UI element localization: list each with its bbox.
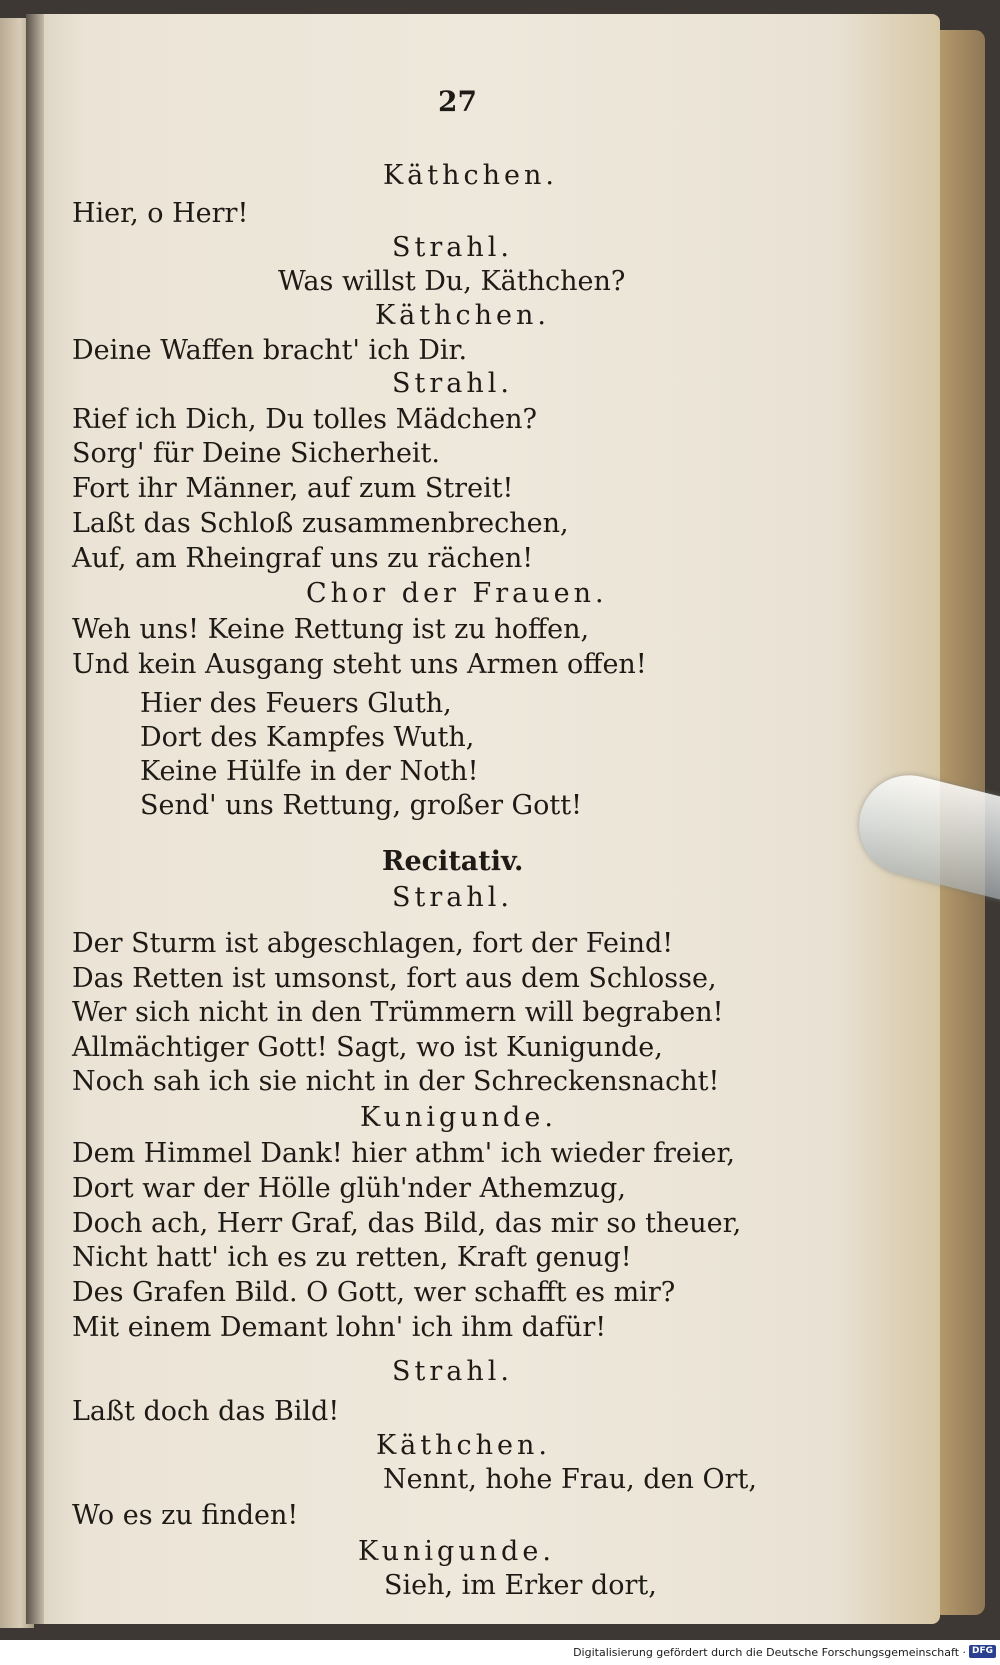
verse-line: Deine Waffen bracht' ich Dir. <box>72 335 468 366</box>
speaker-label: Chor der Frauen. <box>306 578 608 609</box>
book-gutter <box>26 14 44 1624</box>
verse-line: Wer sich nicht in den Trümmern will begraben! <box>72 997 724 1028</box>
verse-line: Mit einem Demant lohn' ich ihm dafür! <box>72 1312 607 1343</box>
verse-line: Nicht hatt' ich es zu retten, Kraft genug! <box>72 1242 632 1273</box>
verse-line: Doch ach, Herr Graf, das Bild, das mir so theuer, <box>72 1208 742 1239</box>
speaker-label: Strahl. <box>392 1356 513 1387</box>
verse-line: Dort des Kampfes Wuth, <box>140 722 475 753</box>
digitization-credit: Digitalisierung gefördert durch die Deutsche Forschungsgemeinschaft · <box>573 1646 966 1659</box>
dfg-logo: DFG <box>969 1645 996 1658</box>
verse-line: Und kein Ausgang steht uns Armen offen! <box>72 649 647 680</box>
speaker-label: Strahl. <box>392 232 513 263</box>
verse-line: Das Retten ist umsonst, fort aus dem Schlosse, <box>72 963 717 994</box>
verse-line: Auf, am Rheingraf uns zu rächen! <box>72 543 534 574</box>
verse-line: Des Grafen Bild. O Gott, wer schafft es mir? <box>72 1277 676 1308</box>
verse-line: Der Sturm ist abgeschlagen, fort der Feind! <box>72 928 674 959</box>
verse-line: Hier des Feuers Gluth, <box>140 688 452 719</box>
speaker-label: Käthchen. <box>376 1430 551 1461</box>
page-number: 27 <box>438 85 477 118</box>
verse-line: Laßt doch das Bild! <box>72 1396 340 1427</box>
speaker-label: Strahl. <box>392 882 513 913</box>
verse-line: Weh uns! Keine Rettung ist zu hoffen, <box>72 614 590 645</box>
verse-line: Dem Himmel Dank! hier athm' ich wieder freier, <box>72 1138 735 1169</box>
verse-line: Allmächtiger Gott! Sagt, wo ist Kunigunde, <box>72 1032 663 1063</box>
verse-line: Noch sah ich sie nicht in der Schreckensnacht! <box>72 1066 720 1097</box>
verse-line: Fort ihr Männer, auf zum Streit! <box>72 473 514 504</box>
speaker-label: Käthchen. <box>375 300 550 331</box>
verse-line: Send' uns Rettung, großer Gott! <box>140 790 582 821</box>
verse-line: Dort war der Hölle glüh'nder Athemzug, <box>72 1173 626 1204</box>
verse-line: Hier, o Herr! <box>72 198 249 229</box>
verse-line: Was willst Du, Käthchen? <box>278 266 626 297</box>
speaker-label: Strahl. <box>392 368 513 399</box>
verse-line: Nennt, hohe Frau, den Ort, <box>383 1464 757 1495</box>
verse-line: Laßt das Schloß zusammenbrechen, <box>72 508 569 539</box>
speaker-label: Kunigunde. <box>358 1536 555 1567</box>
verse-line: Sieh, im Erker dort, <box>384 1570 657 1601</box>
verse-line: Keine Hülfe in der Noth! <box>140 756 479 787</box>
speaker-label: Kunigunde. <box>360 1102 557 1133</box>
verse-line: Sorg' für Deine Sicherheit. <box>72 438 440 469</box>
verse-line: Rief ich Dich, Du tolles Mädchen? <box>72 404 537 435</box>
verse-line: Wo es zu finden! <box>72 1500 299 1531</box>
section-heading: Recitativ. <box>382 846 524 877</box>
speaker-label: Käthchen. <box>383 160 558 191</box>
